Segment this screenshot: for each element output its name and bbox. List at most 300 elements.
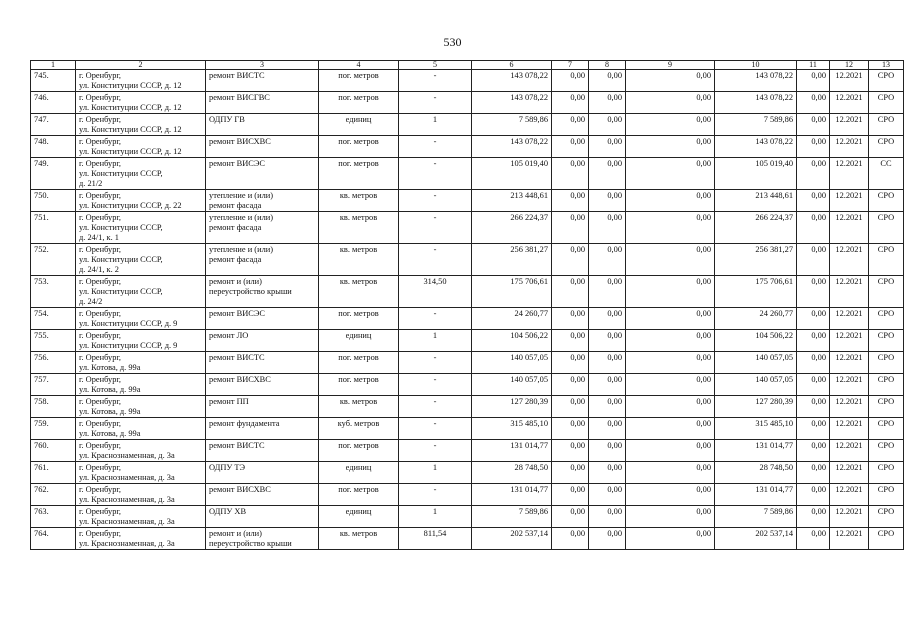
column-header: 8 bbox=[589, 61, 626, 70]
unit-cell: пог. метров bbox=[319, 70, 399, 92]
total-cost-cell: 7 589,86 bbox=[472, 114, 552, 136]
total-cost-cell: 104 506,22 bbox=[472, 330, 552, 352]
address-cell-line: ул. Конституции СССР, д. 9 bbox=[79, 319, 178, 328]
work-type-cell-line: ремонт фундамента bbox=[209, 419, 280, 428]
quantity-cell: - bbox=[399, 374, 472, 396]
quantity-cell: - bbox=[399, 158, 472, 190]
method-cell: СРО bbox=[869, 506, 904, 528]
address-cell bbox=[76, 418, 206, 440]
row-number-cell: 762. bbox=[31, 484, 76, 506]
table-row bbox=[31, 330, 904, 352]
method-cell: СРО bbox=[869, 440, 904, 462]
work-type-cell bbox=[206, 158, 319, 190]
cost-cell: 0,00 bbox=[589, 374, 626, 396]
unit-cell: кв. метров bbox=[319, 212, 399, 244]
address-cell-line: г. Оренбург, bbox=[79, 353, 122, 362]
quantity-cell: - bbox=[399, 418, 472, 440]
address-cell-line: д. 24/2 bbox=[79, 297, 103, 306]
work-type-cell bbox=[206, 462, 319, 484]
total-cost-cell: 28 748,50 bbox=[472, 462, 552, 484]
address-cell-line: г. Оренбург, bbox=[79, 331, 122, 340]
cost-cell: 0,00 bbox=[589, 92, 626, 114]
cost-cell: 0,00 bbox=[797, 330, 830, 352]
cost-cell: 0,00 bbox=[626, 484, 715, 506]
table-row bbox=[31, 276, 904, 308]
method-cell: СРО bbox=[869, 330, 904, 352]
address-cell-line: ул. Конституции СССР, д. 22 bbox=[79, 201, 182, 210]
row-number-cell: 755. bbox=[31, 330, 76, 352]
cost-cell: 0,00 bbox=[552, 308, 589, 330]
work-type-cell-line: утепление и (или) bbox=[209, 213, 274, 222]
cost-cell: 0,00 bbox=[589, 506, 626, 528]
cost-cell: 0,00 bbox=[552, 352, 589, 374]
quantity-cell: - bbox=[399, 440, 472, 462]
row-number-cell: 750. bbox=[31, 190, 76, 212]
method-cell: СРО bbox=[869, 70, 904, 92]
date-cell: 12.2021 bbox=[830, 136, 869, 158]
address-cell bbox=[76, 158, 206, 190]
table-header-row bbox=[31, 61, 904, 70]
cost-cell: 0,00 bbox=[552, 506, 589, 528]
cost-cell: 0,00 bbox=[797, 352, 830, 374]
cost-cell: 0,00 bbox=[626, 506, 715, 528]
cost-cell: 0,00 bbox=[626, 374, 715, 396]
unit-cell: единиц bbox=[319, 330, 399, 352]
unit-cell: кв. метров bbox=[319, 190, 399, 212]
cost-cell: 0,00 bbox=[797, 506, 830, 528]
funds-cell: 175 706,61 bbox=[715, 276, 797, 308]
address-cell-line: ул. Конституции СССР, bbox=[79, 255, 163, 264]
address-cell-line: ул. Краснознаменная, д. 3а bbox=[79, 517, 175, 526]
cost-cell: 0,00 bbox=[589, 528, 626, 550]
work-type-cell bbox=[206, 528, 319, 550]
address-cell-line: ул. Котова, д. 99а bbox=[79, 385, 141, 394]
address-cell-line: ул. Котова, д. 99а bbox=[79, 363, 141, 372]
date-cell: 12.2021 bbox=[830, 374, 869, 396]
table-row bbox=[31, 462, 904, 484]
work-type-cell-line: утепление и (или) bbox=[209, 245, 274, 254]
table-row bbox=[31, 70, 904, 92]
work-type-cell-line: ОДПУ ТЭ bbox=[209, 463, 246, 472]
work-type-cell-line: ремонт фасада bbox=[209, 201, 262, 210]
work-type-cell-line: ремонт ВИСХВС bbox=[209, 485, 271, 494]
cost-cell: 0,00 bbox=[589, 244, 626, 276]
cost-cell: 0,00 bbox=[589, 212, 626, 244]
table-row bbox=[31, 396, 904, 418]
column-header: 6 bbox=[472, 61, 552, 70]
total-cost-cell: 175 706,61 bbox=[472, 276, 552, 308]
cost-cell: 0,00 bbox=[797, 190, 830, 212]
funds-cell: 131 014,77 bbox=[715, 440, 797, 462]
table-row bbox=[31, 212, 904, 244]
date-cell: 12.2021 bbox=[830, 244, 869, 276]
method-cell: СРО bbox=[869, 136, 904, 158]
row-number-cell: 747. bbox=[31, 114, 76, 136]
total-cost-cell: 7 589,86 bbox=[472, 506, 552, 528]
cost-cell: 0,00 bbox=[589, 396, 626, 418]
date-cell: 12.2021 bbox=[830, 330, 869, 352]
address-cell-line: ул. Конституции СССР, bbox=[79, 223, 163, 232]
works-table bbox=[30, 60, 904, 550]
address-cell-line: д. 24/1, к. 2 bbox=[79, 265, 119, 274]
column-header: 7 bbox=[552, 61, 589, 70]
address-cell bbox=[76, 462, 206, 484]
date-cell: 12.2021 bbox=[830, 276, 869, 308]
unit-cell: куб. метров bbox=[319, 418, 399, 440]
cost-cell: 0,00 bbox=[797, 440, 830, 462]
address-cell-line: ул. Краснознаменная, д. 3а bbox=[79, 473, 175, 482]
total-cost-cell: 24 260,77 bbox=[472, 308, 552, 330]
row-number-cell: 754. bbox=[31, 308, 76, 330]
address-cell-line: ул. Краснознаменная, д. 3а bbox=[79, 539, 175, 548]
unit-cell: пог. метров bbox=[319, 158, 399, 190]
address-cell bbox=[76, 396, 206, 418]
work-type-cell bbox=[206, 212, 319, 244]
column-header: 2 bbox=[76, 61, 206, 70]
method-cell: СРО bbox=[869, 308, 904, 330]
date-cell: 12.2021 bbox=[830, 158, 869, 190]
quantity-cell: 314,50 bbox=[399, 276, 472, 308]
work-type-cell-line: ремонт ЛО bbox=[209, 331, 249, 340]
method-cell: СРО bbox=[869, 212, 904, 244]
cost-cell: 0,00 bbox=[552, 396, 589, 418]
address-cell-line: г. Оренбург, bbox=[79, 277, 122, 286]
total-cost-cell: 256 381,27 bbox=[472, 244, 552, 276]
address-cell-line: г. Оренбург, bbox=[79, 375, 122, 384]
cost-cell: 0,00 bbox=[589, 418, 626, 440]
column-header: 5 bbox=[399, 61, 472, 70]
funds-cell: 131 014,77 bbox=[715, 484, 797, 506]
work-type-cell bbox=[206, 136, 319, 158]
table-row bbox=[31, 190, 904, 212]
quantity-cell: - bbox=[399, 396, 472, 418]
date-cell: 12.2021 bbox=[830, 462, 869, 484]
address-cell bbox=[76, 330, 206, 352]
quantity-cell: 1 bbox=[399, 330, 472, 352]
cost-cell: 0,00 bbox=[589, 352, 626, 374]
column-header: 10 bbox=[715, 61, 797, 70]
address-cell bbox=[76, 114, 206, 136]
cost-cell: 0,00 bbox=[797, 308, 830, 330]
method-cell: СРО bbox=[869, 462, 904, 484]
cost-cell: 0,00 bbox=[626, 158, 715, 190]
date-cell: 12.2021 bbox=[830, 352, 869, 374]
cost-cell: 0,00 bbox=[797, 158, 830, 190]
work-type-cell bbox=[206, 352, 319, 374]
address-cell bbox=[76, 308, 206, 330]
total-cost-cell: 143 078,22 bbox=[472, 92, 552, 114]
cost-cell: 0,00 bbox=[552, 114, 589, 136]
address-cell-line: ул. Конституции СССР, д. 12 bbox=[79, 147, 182, 156]
cost-cell: 0,00 bbox=[589, 136, 626, 158]
date-cell: 12.2021 bbox=[830, 440, 869, 462]
cost-cell: 0,00 bbox=[589, 330, 626, 352]
cost-cell: 0,00 bbox=[797, 136, 830, 158]
funds-cell: 143 078,22 bbox=[715, 70, 797, 92]
quantity-cell: - bbox=[399, 484, 472, 506]
unit-cell: кв. метров bbox=[319, 244, 399, 276]
total-cost-cell: 140 057,05 bbox=[472, 374, 552, 396]
work-type-cell-line: ремонт фасада bbox=[209, 255, 262, 264]
work-type-cell bbox=[206, 484, 319, 506]
column-header: 13 bbox=[869, 61, 904, 70]
funds-cell: 143 078,22 bbox=[715, 136, 797, 158]
funds-cell: 104 506,22 bbox=[715, 330, 797, 352]
cost-cell: 0,00 bbox=[589, 308, 626, 330]
unit-cell: кв. метров bbox=[319, 396, 399, 418]
column-header: 9 bbox=[626, 61, 715, 70]
table-row bbox=[31, 92, 904, 114]
funds-cell: 127 280,39 bbox=[715, 396, 797, 418]
cost-cell: 0,00 bbox=[797, 396, 830, 418]
cost-cell: 0,00 bbox=[589, 484, 626, 506]
cost-cell: 0,00 bbox=[797, 244, 830, 276]
cost-cell: 0,00 bbox=[626, 92, 715, 114]
unit-cell: пог. метров bbox=[319, 440, 399, 462]
address-cell-line: г. Оренбург, bbox=[79, 485, 122, 494]
quantity-cell: - bbox=[399, 352, 472, 374]
work-type-cell-line: ОДПУ ХВ bbox=[209, 507, 247, 516]
work-type-cell-line: ремонт ВИСТС bbox=[209, 353, 265, 362]
row-number-cell: 746. bbox=[31, 92, 76, 114]
cost-cell: 0,00 bbox=[552, 70, 589, 92]
unit-cell: пог. метров bbox=[319, 352, 399, 374]
method-cell: СРО bbox=[869, 396, 904, 418]
date-cell: 12.2021 bbox=[830, 190, 869, 212]
column-header: 3 bbox=[206, 61, 319, 70]
cost-cell: 0,00 bbox=[552, 418, 589, 440]
cost-cell: 0,00 bbox=[552, 528, 589, 550]
funds-cell: 28 748,50 bbox=[715, 462, 797, 484]
column-header: 4 bbox=[319, 61, 399, 70]
address-cell-line: г. Оренбург, bbox=[79, 245, 122, 254]
quantity-cell: - bbox=[399, 92, 472, 114]
cost-cell: 0,00 bbox=[626, 276, 715, 308]
address-cell-line: ул. Конституции СССР, bbox=[79, 287, 163, 296]
work-type-cell bbox=[206, 70, 319, 92]
cost-cell: 0,00 bbox=[626, 396, 715, 418]
method-cell: СРО bbox=[869, 484, 904, 506]
address-cell bbox=[76, 352, 206, 374]
row-number-cell: 758. bbox=[31, 396, 76, 418]
method-cell: СС bbox=[869, 158, 904, 190]
cost-cell: 0,00 bbox=[589, 70, 626, 92]
row-number-cell: 748. bbox=[31, 136, 76, 158]
quantity-cell: 811,54 bbox=[399, 528, 472, 550]
date-cell: 12.2021 bbox=[830, 418, 869, 440]
funds-cell: 202 537,14 bbox=[715, 528, 797, 550]
work-type-cell bbox=[206, 330, 319, 352]
address-cell-line: ул. Конституции СССР, д. 9 bbox=[79, 341, 178, 350]
address-cell bbox=[76, 484, 206, 506]
cost-cell: 0,00 bbox=[626, 330, 715, 352]
total-cost-cell: 131 014,77 bbox=[472, 484, 552, 506]
funds-cell: 213 448,61 bbox=[715, 190, 797, 212]
row-number-cell: 759. bbox=[31, 418, 76, 440]
row-number-cell: 757. bbox=[31, 374, 76, 396]
address-cell-line: г. Оренбург, bbox=[79, 441, 122, 450]
address-cell-line: г. Оренбург, bbox=[79, 191, 122, 200]
cost-cell: 0,00 bbox=[552, 484, 589, 506]
cost-cell: 0,00 bbox=[589, 190, 626, 212]
cost-cell: 0,00 bbox=[589, 440, 626, 462]
table-row bbox=[31, 440, 904, 462]
cost-cell: 0,00 bbox=[626, 308, 715, 330]
table-row bbox=[31, 352, 904, 374]
cost-cell: 0,00 bbox=[552, 440, 589, 462]
total-cost-cell: 140 057,05 bbox=[472, 352, 552, 374]
quantity-cell: - bbox=[399, 70, 472, 92]
cost-cell: 0,00 bbox=[626, 462, 715, 484]
method-cell: СРО bbox=[869, 244, 904, 276]
work-type-cell-line: ремонт ВИСХВС bbox=[209, 137, 271, 146]
method-cell: СРО bbox=[869, 374, 904, 396]
cost-cell: 0,00 bbox=[626, 136, 715, 158]
work-type-cell-line: ремонт и (или) bbox=[209, 529, 262, 538]
table-row bbox=[31, 484, 904, 506]
total-cost-cell: 131 014,77 bbox=[472, 440, 552, 462]
cost-cell: 0,00 bbox=[797, 528, 830, 550]
cost-cell: 0,00 bbox=[626, 212, 715, 244]
address-cell-line: г. Оренбург, bbox=[79, 93, 122, 102]
address-cell bbox=[76, 136, 206, 158]
funds-cell: 140 057,05 bbox=[715, 352, 797, 374]
address-cell-line: г. Оренбург, bbox=[79, 159, 122, 168]
total-cost-cell: 143 078,22 bbox=[472, 136, 552, 158]
cost-cell: 0,00 bbox=[797, 212, 830, 244]
address-cell bbox=[76, 276, 206, 308]
work-type-cell bbox=[206, 440, 319, 462]
table-row bbox=[31, 244, 904, 276]
work-type-cell bbox=[206, 396, 319, 418]
cost-cell: 0,00 bbox=[626, 70, 715, 92]
address-cell-line: г. Оренбург, bbox=[79, 115, 122, 124]
work-type-cell-line: ремонт и (или) bbox=[209, 277, 262, 286]
address-cell-line: г. Оренбург, bbox=[79, 71, 122, 80]
address-cell-line: г. Оренбург, bbox=[79, 137, 122, 146]
address-cell bbox=[76, 92, 206, 114]
table-row bbox=[31, 506, 904, 528]
unit-cell: кв. метров bbox=[319, 276, 399, 308]
work-type-cell-line: ремонт ВИСТС bbox=[209, 441, 265, 450]
cost-cell: 0,00 bbox=[797, 418, 830, 440]
address-cell bbox=[76, 212, 206, 244]
quantity-cell: 1 bbox=[399, 462, 472, 484]
work-type-cell-line: ремонт ВИСТС bbox=[209, 71, 265, 80]
quantity-cell: - bbox=[399, 308, 472, 330]
work-type-cell-line: ремонт ВИСХВС bbox=[209, 375, 271, 384]
funds-cell: 256 381,27 bbox=[715, 244, 797, 276]
cost-cell: 0,00 bbox=[626, 190, 715, 212]
address-cell bbox=[76, 374, 206, 396]
address-cell-line: г. Оренбург, bbox=[79, 507, 122, 516]
address-cell-line: г. Оренбург, bbox=[79, 213, 122, 222]
cost-cell: 0,00 bbox=[589, 462, 626, 484]
address-cell-line: ул. Краснознаменная, д. 3а bbox=[79, 451, 175, 460]
method-cell: СРО bbox=[869, 528, 904, 550]
cost-cell: 0,00 bbox=[552, 330, 589, 352]
row-number-cell: 749. bbox=[31, 158, 76, 190]
funds-cell: 7 589,86 bbox=[715, 114, 797, 136]
unit-cell: единиц bbox=[319, 462, 399, 484]
work-type-cell bbox=[206, 190, 319, 212]
address-cell-line: ул. Котова, д. 99а bbox=[79, 429, 141, 438]
method-cell: СРО bbox=[869, 190, 904, 212]
funds-cell: 266 224,37 bbox=[715, 212, 797, 244]
row-number-cell: 760. bbox=[31, 440, 76, 462]
funds-cell: 7 589,86 bbox=[715, 506, 797, 528]
funds-cell: 315 485,10 bbox=[715, 418, 797, 440]
row-number-cell: 752. bbox=[31, 244, 76, 276]
work-type-cell-line: переустройство крыши bbox=[209, 287, 292, 296]
quantity-cell: 1 bbox=[399, 506, 472, 528]
cost-cell: 0,00 bbox=[552, 374, 589, 396]
work-type-cell bbox=[206, 114, 319, 136]
work-type-cell bbox=[206, 276, 319, 308]
work-type-cell bbox=[206, 418, 319, 440]
total-cost-cell: 202 537,14 bbox=[472, 528, 552, 550]
address-cell-line: г. Оренбург, bbox=[79, 309, 122, 318]
cost-cell: 0,00 bbox=[552, 136, 589, 158]
funds-cell: 143 078,22 bbox=[715, 92, 797, 114]
address-cell-line: г. Оренбург, bbox=[79, 397, 122, 406]
work-type-cell-line: ремонт ВИСГВС bbox=[209, 93, 270, 102]
cost-cell: 0,00 bbox=[797, 462, 830, 484]
table-row bbox=[31, 418, 904, 440]
address-cell-line: д. 21/2 bbox=[79, 179, 103, 188]
page-number: 530 bbox=[443, 35, 462, 49]
row-number-cell: 764. bbox=[31, 528, 76, 550]
cost-cell: 0,00 bbox=[626, 352, 715, 374]
work-type-cell-line: ремонт ПП bbox=[209, 397, 249, 406]
cost-cell: 0,00 bbox=[797, 374, 830, 396]
cost-cell: 0,00 bbox=[797, 70, 830, 92]
total-cost-cell: 127 280,39 bbox=[472, 396, 552, 418]
funds-cell: 24 260,77 bbox=[715, 308, 797, 330]
total-cost-cell: 315 485,10 bbox=[472, 418, 552, 440]
table-row bbox=[31, 158, 904, 190]
date-cell: 12.2021 bbox=[830, 70, 869, 92]
funds-cell: 105 019,40 bbox=[715, 158, 797, 190]
work-type-cell-line: утепление и (или) bbox=[209, 191, 274, 200]
address-cell-line: г. Оренбург, bbox=[79, 463, 122, 472]
address-cell bbox=[76, 70, 206, 92]
date-cell: 12.2021 bbox=[830, 212, 869, 244]
cost-cell: 0,00 bbox=[552, 244, 589, 276]
table-row bbox=[31, 136, 904, 158]
unit-cell: пог. метров bbox=[319, 308, 399, 330]
cost-cell: 0,00 bbox=[797, 276, 830, 308]
row-number-cell: 753. bbox=[31, 276, 76, 308]
address-cell-line: ул. Конституции СССР, д. 12 bbox=[79, 81, 182, 90]
work-type-cell-line: ОДПУ ГВ bbox=[209, 115, 245, 124]
method-cell: СРО bbox=[869, 92, 904, 114]
cost-cell: 0,00 bbox=[626, 114, 715, 136]
method-cell: СРО bbox=[869, 276, 904, 308]
total-cost-cell: 105 019,40 bbox=[472, 158, 552, 190]
date-cell: 12.2021 bbox=[830, 506, 869, 528]
address-cell-line: ул. Котова, д. 99а bbox=[79, 407, 141, 416]
cost-cell: 0,00 bbox=[626, 528, 715, 550]
method-cell: СРО bbox=[869, 418, 904, 440]
work-type-cell bbox=[206, 374, 319, 396]
address-cell-line: д. 24/1, к. 1 bbox=[79, 233, 119, 242]
quantity-cell: - bbox=[399, 244, 472, 276]
cost-cell: 0,00 bbox=[626, 244, 715, 276]
address-cell-line: г. Оренбург, bbox=[79, 419, 122, 428]
column-header: 12 bbox=[830, 61, 869, 70]
date-cell: 12.2021 bbox=[830, 396, 869, 418]
